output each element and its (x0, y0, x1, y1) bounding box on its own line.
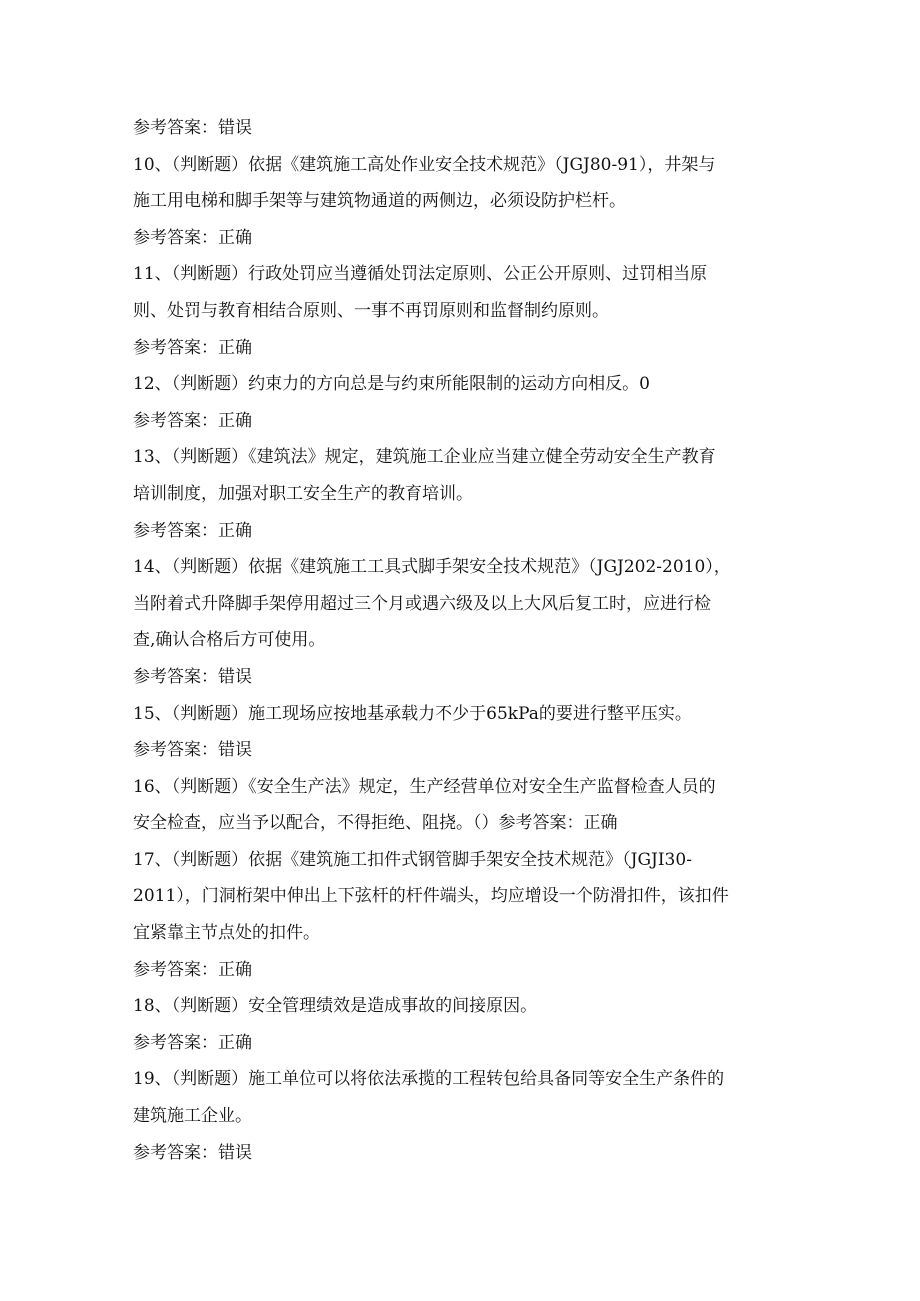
question-line: 2011），门洞桁架中伸出上下弦杆的杆件端头，均应增设一个防滑扣件，该扣件 (133, 886, 729, 907)
answer-line: 参考答案：正确 (133, 959, 252, 980)
answer-line: 参考答案：正确 (133, 1032, 252, 1053)
question-line: 则、处罚与教育相结合原则、一事不再罚原则和监督制约原则。 (133, 300, 609, 321)
question-line: 12、（判断题）约束力的方向总是与约束所能限制的运动方向相反。0 (133, 374, 650, 395)
answer-line: 参考答案：错误 (133, 1142, 252, 1163)
answer-line: 参考答案：正确 (133, 227, 252, 248)
question-line: 当附着式升降脚手架停用超过三个月或遇六级及以上大风后复工时，应进行检 (133, 593, 711, 614)
question-line: 安全检查，应当予以配合，不得拒绝、阻挠。（）参考答案：正确 (133, 813, 618, 834)
answer-line: 参考答案：错误 (133, 666, 252, 687)
question-line: 11、（判断题）行政处罚应当遵循处罚法定原则、公正公开原则、过罚相当原 (133, 264, 708, 285)
question-line: 19、（判断题）施工单位可以将依法承揽的工程转包给具备同等安全生产条件的 (133, 1069, 725, 1090)
question-line: 13、（判断题）《建筑法》规定，建筑施工企业应当建立健全劳动安全生产教育 (133, 447, 716, 468)
question-line: 15、（判断题）施工现场应按地基承载力不少于65kPa的要进行整平压实。 (133, 703, 692, 724)
answer-line: 参考答案：错误 (133, 118, 252, 138)
answer-line: 参考答案：正确 (133, 410, 252, 431)
document-body (133, 110, 793, 1171)
question-line: 宜紧靠主节点处的扣件。 (133, 923, 320, 944)
answer-line: 参考答案：错误 (133, 740, 252, 761)
question-line: 培训制度，加强对职工安全生产的教育培训。 (133, 483, 473, 504)
question-line: 17、（判断题）依据《建筑施工扣件式钢管脚手架安全技术规范》（JGJI30- (133, 849, 692, 870)
question-line: 18、（判断题）安全管理绩效是造成事故的间接原因。 (133, 996, 538, 1017)
question-line: 16、（判断题）《安全生产法》规定，生产经营单位对安全生产监督检查人员的 (133, 776, 716, 797)
question-line: 14、（判断题）依据《建筑施工工具式脚手架安全技术规范》（JGJ202-2010）， (133, 557, 731, 578)
question-line: 查,确认合格后方可使用。 (133, 630, 326, 651)
question-line: 施工用电梯和脚手架等与建筑物通道的两侧边，必须设防护栏杆。 (133, 191, 626, 212)
answer-line: 参考答案：正确 (133, 520, 252, 541)
question-line: 10、（判断题）依据《建筑施工高处作业安全技术规范》（JGJ80-91），井架与 (133, 154, 716, 175)
answer-line: 参考答案：正确 (133, 337, 252, 358)
question-line: 建筑施工企业。 (133, 1106, 252, 1127)
